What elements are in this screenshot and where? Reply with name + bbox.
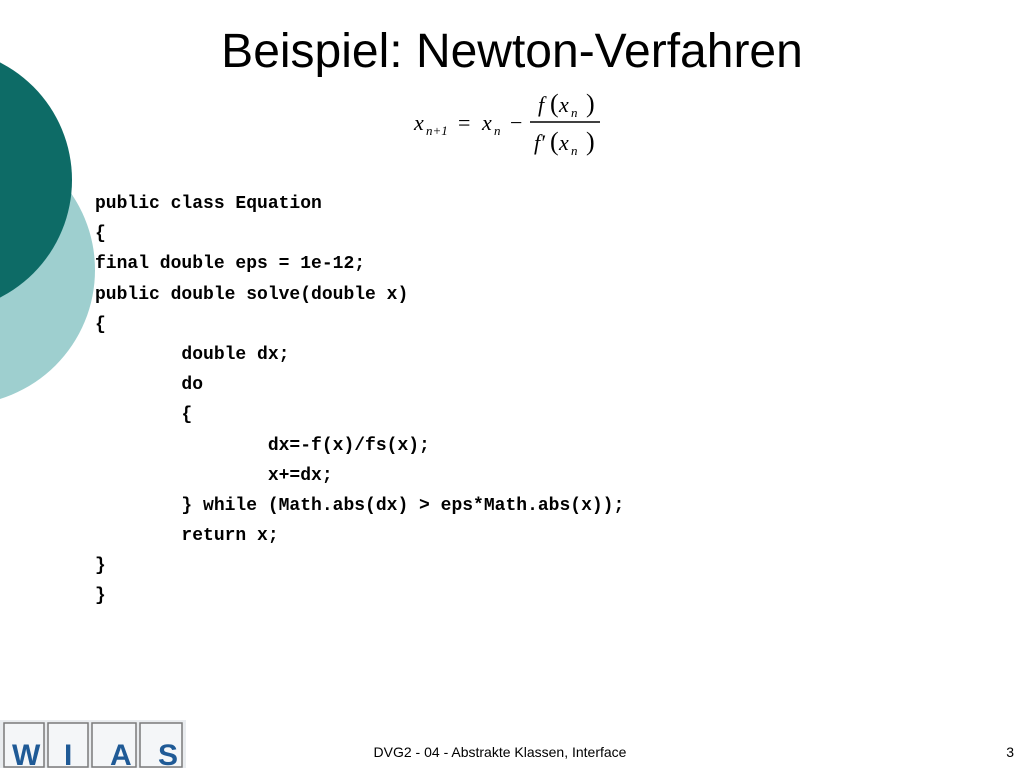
code-line: dx=-f(x)/fs(x); [95, 435, 430, 456]
slide-title: Beispiel: Newton-Verfahren [221, 25, 803, 78]
formula-numerator-close-paren: ) [586, 89, 595, 118]
newton-formula [408, 82, 608, 162]
code-line: public double solve(double x) [95, 284, 409, 305]
page-number: 3 [1006, 744, 1014, 760]
code-line: } [95, 556, 106, 577]
formula-denominator-sub: n [571, 143, 578, 158]
formula-numerator-sub: n [571, 105, 578, 120]
logo-letter-s: S [158, 739, 179, 768]
formula-rhs-sub: n [494, 123, 501, 138]
logo-letter-w: W [12, 739, 41, 768]
formula-numerator-open-paren: ( [550, 89, 559, 118]
formula-denominator-close-paren: ) [586, 127, 595, 156]
code-line: } [95, 586, 106, 607]
code-line: { [95, 314, 106, 335]
formula-lhs-sub: n+1 [426, 123, 448, 138]
code-line: double dx; [95, 344, 290, 365]
formula-lhs-var: x [414, 110, 424, 135]
code-line: final double eps = 1e-12; [95, 254, 366, 275]
logo-letter-i: I [64, 739, 73, 768]
code-line: x+=dx; [95, 465, 333, 486]
logo-letter-a: A [110, 739, 132, 768]
formula-numerator-fn: f [538, 92, 545, 117]
code-line: { [95, 405, 193, 426]
code-line: } while (Math.abs(dx) > eps*Math.abs(x)); [95, 495, 625, 516]
formula-denominator-fn: f′ [534, 130, 545, 155]
formula-denominator-arg: x [559, 130, 569, 155]
code-block [95, 189, 624, 612]
footer-text: DVG2 - 04 - Abstrakte Klassen, Interface [373, 744, 627, 760]
code-line: return x; [95, 526, 279, 547]
code-line: { [95, 224, 106, 245]
code-line: do [95, 375, 204, 396]
code-line: public class Equation [95, 194, 322, 214]
formula-equals: = [458, 110, 471, 135]
formula-rhs-var: x [482, 110, 492, 135]
formula-denominator-open-paren: ( [550, 127, 559, 156]
formula-minus: − [510, 110, 523, 135]
formula-numerator-arg: x [559, 92, 569, 117]
